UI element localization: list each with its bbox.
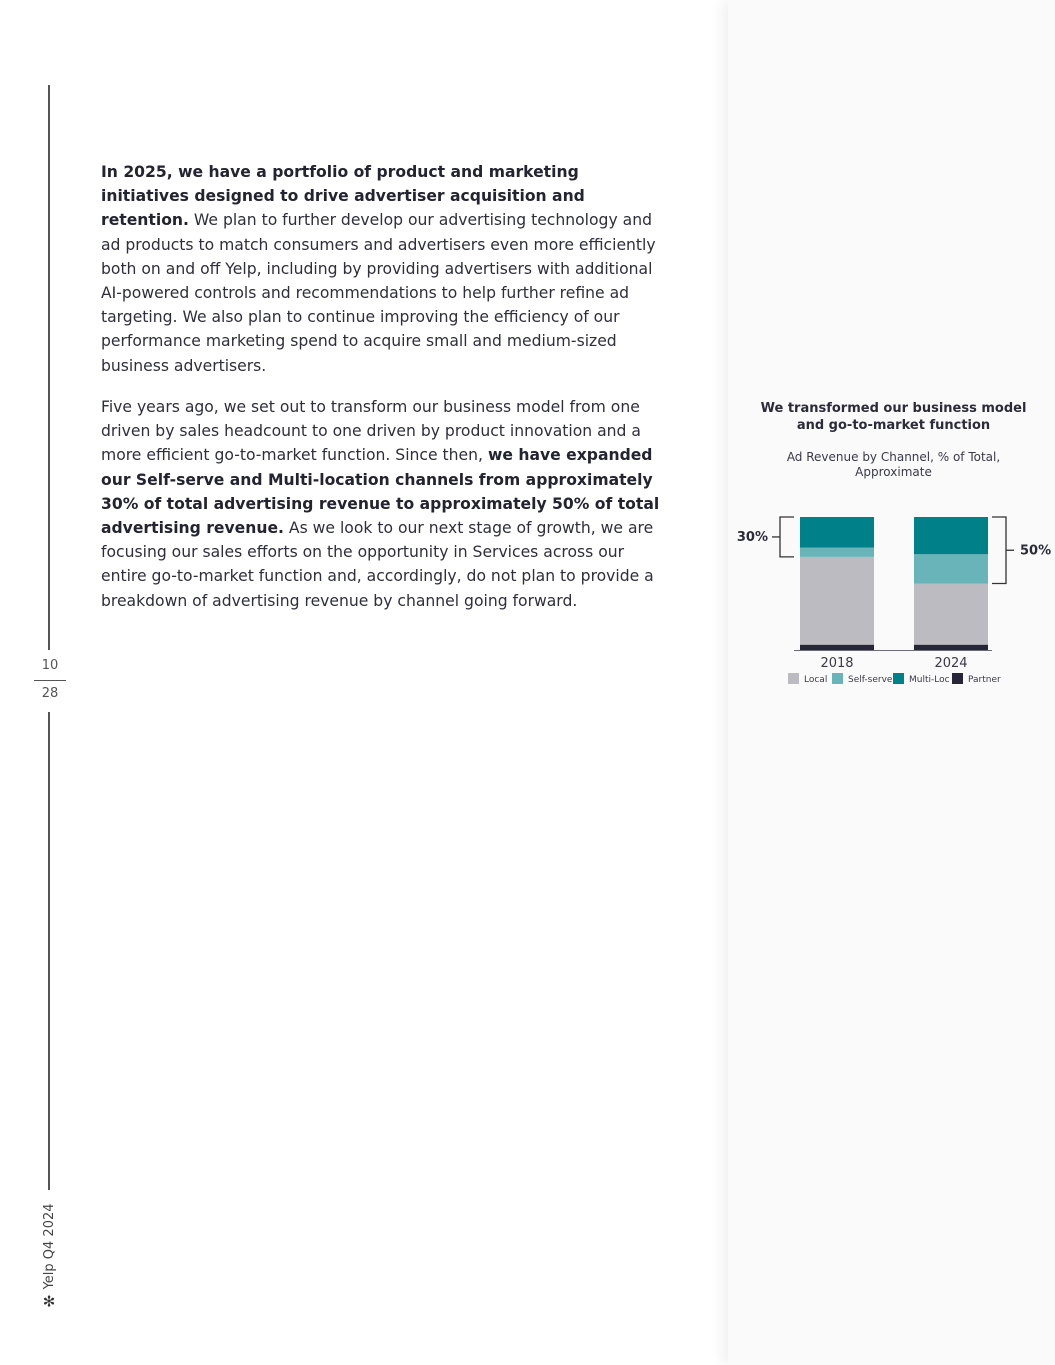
legend-label-local: Local [804, 675, 828, 685]
bar-local-2018 [800, 557, 874, 645]
page-number-total: 28 [41, 686, 59, 701]
paragraph-initiatives-rest: We plan to further develop our advertising technology and ad products to match consumers and advertisers even more efficiently both on and off Yelp, including by providing advertisers with additional AI-powered controls and recommendations to help further refine ad targeting. We also plan to continue improving the efficiency of our performance marketing spend to acquire small and medium-sized business advertisers. [101, 211, 656, 375]
yelp-burst-icon: ✻ [42, 1292, 56, 1311]
paragraph-transformation [101, 395, 661, 613]
annotation-label-2024: 50% [1020, 543, 1052, 559]
chart-title: We transformed our business model and go-to-market function [760, 401, 1027, 433]
paragraph-transformation-bold: we have expanded our Self-serve and Multi-location channels from approximately 30% of total advertising revenue to approximately 50% of total advertising revenue. [101, 446, 660, 538]
legend-swatch-multi-loc [893, 673, 904, 684]
footer-label [40, 1203, 58, 1311]
page-number-current: 10 [41, 658, 59, 673]
legend-swatch-partner [952, 673, 963, 684]
ad-revenue-chart [728, 500, 1055, 700]
footer-label-text: Yelp Q4 2024 [41, 1203, 57, 1290]
annotation-label-2018: 30% [736, 529, 768, 545]
legend-label-partner: Partner [968, 675, 1001, 685]
paragraph-transformation-start: Five years ago, we set out to transform our business model from one driven by sales headcount to one driven by product innovation and a more efficient go-to-market function. Since then, [101, 398, 641, 465]
bar-self-serve-2024 [914, 554, 988, 583]
bar-multi-loc-2024 [914, 517, 988, 554]
bracket-2018 [780, 517, 794, 557]
paragraph-initiatives-bold: In 2025, we have a portfolio of product and marketing initiatives designed to drive advertiser acquisition and retention. [101, 163, 585, 230]
bracket-2024 [992, 517, 1006, 584]
vertical-rule-top [48, 85, 50, 650]
page-number-separator [34, 680, 66, 681]
bar-partner-2018 [800, 645, 874, 650]
vertical-rule-bottom [48, 712, 50, 1190]
legend-label-multi-loc: Multi-Loc [909, 675, 950, 685]
paragraph-initiatives [101, 160, 661, 378]
legend-swatch-self-serve [832, 673, 843, 684]
legend-label-self-serve: Self-serve [848, 675, 893, 685]
bar-partner-2024 [914, 645, 988, 650]
bar-local-2024 [914, 584, 988, 645]
x-tick-label-2024: 2024 [934, 656, 968, 671]
bar-self-serve-2018 [800, 548, 874, 557]
x-tick-label-2018: 2018 [820, 656, 854, 671]
legend-swatch-local [788, 673, 799, 684]
paragraph-transformation-end: As we look to our next stage of growth, we are focusing our sales efforts on the opportunity in Services across our entire go-to-market function and, accordingly, do not plan to provide a breakdown of advertising revenue by channel going forward. [101, 519, 654, 610]
chart-subtitle: Ad Revenue by Channel, % of Total, Approximate [786, 450, 1001, 479]
bar-multi-loc-2018 [800, 517, 874, 548]
